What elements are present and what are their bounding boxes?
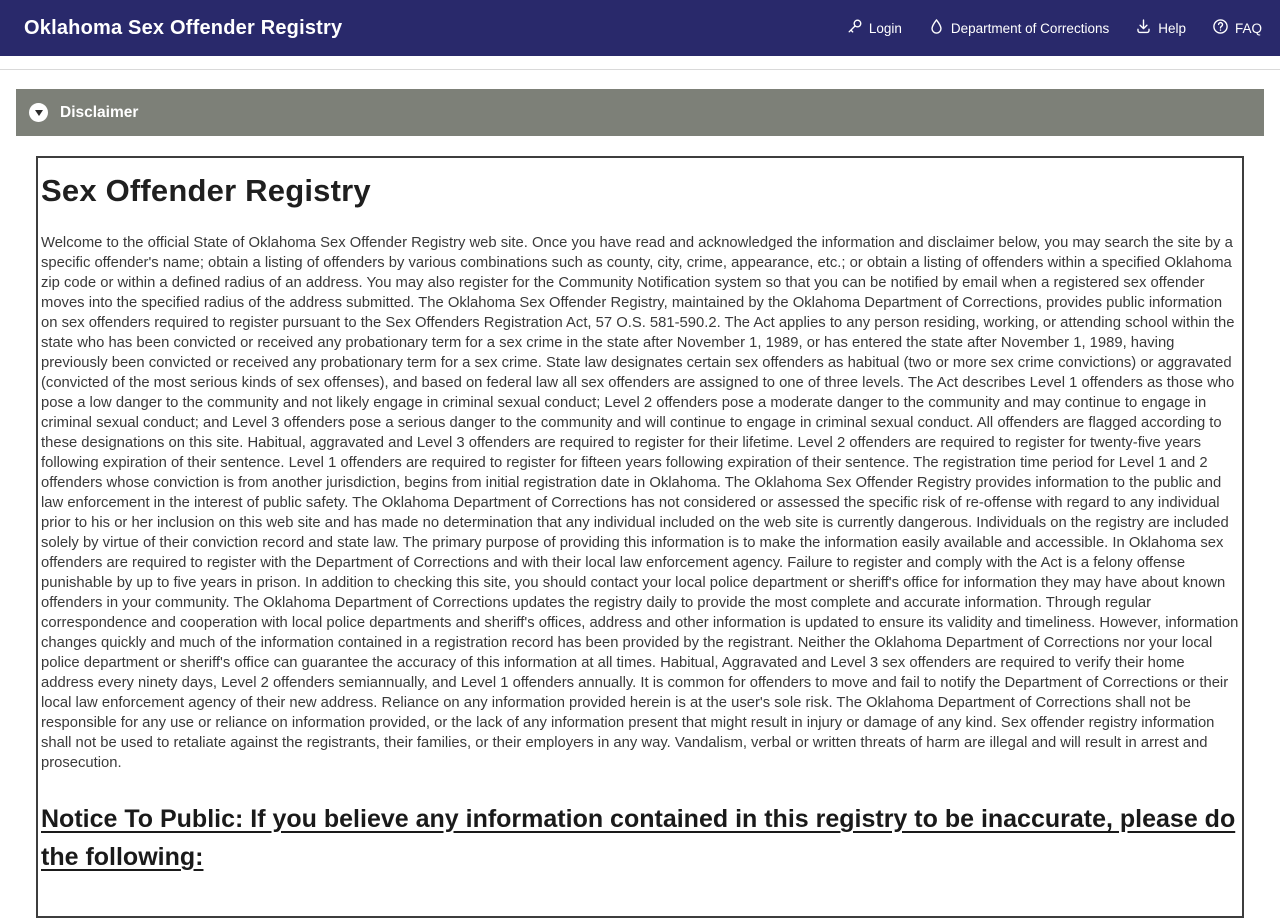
download-icon (1135, 18, 1152, 38)
key-icon (846, 18, 863, 38)
header-divider (0, 56, 1280, 70)
disclaimer-collapse-button[interactable] (29, 103, 48, 122)
app-title: Oklahoma Sex Offender Registry (24, 16, 343, 39)
help-label: Help (1158, 20, 1186, 36)
app-header (0, 0, 1280, 56)
disclaimer-body-text: Welcome to the official State of Oklahoma Sex Offender Registry web site. Once you have read and acknowledged the information and disclaimer below, you may search the site by a specific offender's name; obtain a listing of offenders by various combinations such as county, city, crime, appearance, etc.; or obtain a listing of offenders within a specified Oklahoma zip code or within a defined radius of an address. You may also register for the Community Notification system so that you can be notified by email when a registered sex offender moves into the specified radius of the address submitted. The Oklahoma Sex Offender Registry, maintained by the Oklahoma Department of Corrections, provides public information on sex offenders required to register pursuant to the Sex Offenders Registration Act, 57 O.S. 581-590.2. The Act applies to any person residing, working, or attending school within the state who has been convicted or received any probationary term for a sex crime in the state after November 1, 1989, or has entered the state after November 1, 1989, having previously been convicted or received any probationary term for a sex crime. State law designates certain sex offenders as habitual (two or more sex crime convictions) or aggravated (convicted of the most serious kinds of sex offenses), and based on federal law all sex offenders are assigned to one of three levels. The Act describes Level 1 offenders as those who pose a low danger to the community and not likely engage in criminal sexual conduct; Level 2 offenders pose a moderate danger to the community and may continue to engage in criminal sexual conduct; and Level 3 offenders pose a serious danger to the community and will continue to engage in criminal sexual conduct. All offenders are flagged according to these designations on this site. Habitual, aggravated and Level 3 offenders are required to register for their lifetime. Level 2 offenders are required to register for twenty-five years following expiration of their sentence. Level 1 offenders are required to register for fifteen years following expiration of their sentence. The registration time period for Level 1 and 2 offenders whose conviction is from another jurisdiction, begins from initial registration date in Oklahoma. The Oklahoma Sex Offender Registry provides information to the public and law enforcement in the interest of public safety. The Oklahoma Department of Corrections has not considered or assessed the specific risk of re-offense with regard to any individual prior to his or her inclusion on this web site and has made no determination that any individual included on the web site is currently dangerous. Individuals on the registry are included solely by virtue of their conviction record and state law. The primary purpose of providing this information is to make the information easily available and accessible. In Oklahoma sex offenders are required to register with the Department of Corrections and with their local law enforcement agency. Failure to register and comply with the Act is a felony offense punishable by up to five years in prison. In addition to checking this site, you should contact your local police department or sheriff's office for information they may have about known offenders in your community. The Oklahoma Department of Corrections updates the registry daily to provide the most complete and accurate information. Through regular correspondence and cooperation with local police departments and sheriff's offices, address and other information is updated to ensure its validity and timeliness. However, information changes quickly and much of the information contained in a registration record has been provided by the registrant. Neither the Oklahoma Department of Corrections nor your local police department or sheriff's office can guarantee the accuracy of this information at all times. Habitual, Aggravated and Level 3 sex offenders are required to verify their home address every ninety days, Level 2 offenders semiannually, and Level 1 offenders annually. It is common for offenders to move and fail to notify the Department of Corrections or their local law enforcement agency of their new address. Reliance on any information provided herein is at the user's sole risk. The Oklahoma Department of Corrections shall not be responsible for any use or reliance on information provided, or the lack of any information present that might result in injury or damage of any kind. Sex offender registry information shall not be used to retaliate against the registrants, their families, or their employers in any way. Vandalism, verbal or written threats of harm are illegal and will result in arrest and prosecution. (41, 235, 1239, 771)
question-circle-icon (1212, 18, 1229, 38)
header-nav (846, 18, 1262, 38)
help-link[interactable] (1135, 18, 1186, 38)
department-of-corrections-link[interactable] (928, 18, 1109, 38)
department-of-corrections-label: Department of Corrections (950, 20, 1110, 36)
disclaimer-bar[interactable] (16, 89, 1264, 136)
notice-to-public-heading: Notice To Public: If you believe any information contained in this registry to be inaccurate, please do the following: (41, 805, 1236, 871)
chevron-down-icon (35, 110, 43, 116)
faq-label: FAQ (1234, 20, 1262, 36)
droplet-icon (928, 18, 945, 38)
disclaimer-panel (36, 156, 1244, 918)
login-label: Login (868, 20, 902, 36)
disclaimer-bar-label: Disclaimer (60, 103, 139, 121)
faq-link[interactable] (1212, 18, 1262, 38)
login-link[interactable] (846, 18, 902, 38)
page-title: Sex Offender Registry (41, 173, 371, 208)
